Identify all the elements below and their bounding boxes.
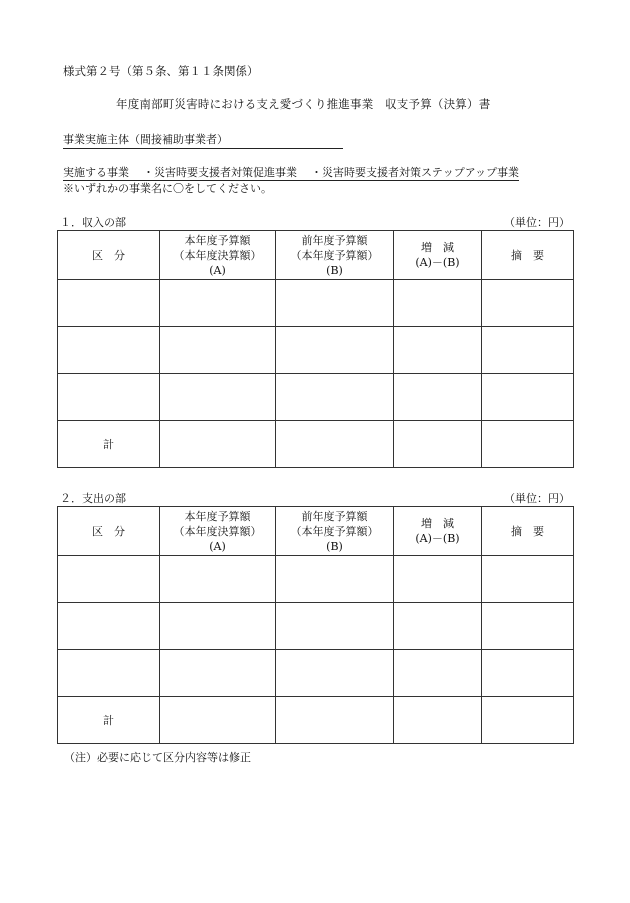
cell[interactable]: [394, 697, 482, 744]
col-diff-line1: 増 減: [421, 517, 454, 530]
total-label: 計: [58, 697, 160, 744]
col-current-line3: (A): [209, 263, 226, 277]
col-prior-line3: (B): [326, 263, 343, 277]
project-option-stepup[interactable]: ・災害時要支援者対策ステップアップ事業: [311, 166, 520, 179]
cell[interactable]: [394, 280, 482, 327]
cell[interactable]: [276, 697, 394, 744]
col-diff-line2: (A)－(B): [415, 532, 460, 545]
expense-heading: ２．支出の部: [60, 492, 126, 505]
cell[interactable]: [482, 650, 574, 697]
cell[interactable]: [482, 603, 574, 650]
table-row: [58, 556, 574, 603]
cell[interactable]: [58, 374, 160, 421]
col-remarks-label: 摘 要: [511, 524, 544, 538]
col-prior-line1: 前年度予算額: [301, 233, 368, 247]
col-remarks: [482, 231, 574, 280]
col-prior-line1: 前年度予算額: [301, 509, 368, 523]
cell[interactable]: [276, 650, 394, 697]
cell[interactable]: [394, 327, 482, 374]
col-remarks: [482, 507, 574, 556]
project-label: 実施する事業: [63, 166, 129, 179]
cell[interactable]: [160, 421, 276, 468]
form-number: 様式第２号（第５条、第１１条関係）: [63, 64, 259, 78]
cell[interactable]: [276, 327, 394, 374]
table-header-row: [58, 231, 574, 280]
col-current-line1: 本年度予算額: [184, 233, 251, 247]
cell[interactable]: [160, 697, 276, 744]
col-prior: [276, 231, 394, 280]
col-current: [160, 507, 276, 556]
cell[interactable]: [482, 327, 574, 374]
col-remarks-label: 摘 要: [511, 248, 544, 262]
cell[interactable]: [160, 603, 276, 650]
income-unit: （単位：円）: [504, 216, 570, 229]
col-prior-line2: （本年度予算額）: [290, 248, 379, 262]
selection-note: ※いずれかの事業名に〇をしてください。: [63, 182, 272, 195]
cell[interactable]: [160, 280, 276, 327]
cell[interactable]: [160, 650, 276, 697]
cell[interactable]: [276, 421, 394, 468]
cell[interactable]: [482, 280, 574, 327]
table-header-row: [58, 507, 574, 556]
cell[interactable]: [160, 327, 276, 374]
cell[interactable]: [482, 697, 574, 744]
cell[interactable]: [276, 556, 394, 603]
col-prior: [276, 507, 394, 556]
cell[interactable]: [58, 603, 160, 650]
cell[interactable]: [276, 374, 394, 421]
col-category: [58, 231, 160, 280]
col-current: [160, 231, 276, 280]
cell[interactable]: [394, 650, 482, 697]
cell[interactable]: [276, 603, 394, 650]
col-category-label: 区 分: [92, 248, 125, 262]
cell[interactable]: [482, 556, 574, 603]
col-diff-line2: (A)－(B): [415, 256, 460, 269]
cell[interactable]: [160, 374, 276, 421]
col-current-line3: (A): [209, 539, 226, 553]
cell[interactable]: [58, 650, 160, 697]
project-selection: [63, 164, 519, 181]
expense-table: [57, 506, 574, 744]
total-row: [58, 697, 574, 744]
cell[interactable]: [394, 556, 482, 603]
cell[interactable]: [482, 374, 574, 421]
table-row: [58, 374, 574, 421]
income-table: [57, 230, 574, 468]
col-category-label: 区 分: [92, 524, 125, 538]
cell[interactable]: [160, 556, 276, 603]
cell[interactable]: [394, 374, 482, 421]
table-row: [58, 327, 574, 374]
cell[interactable]: [482, 421, 574, 468]
cell[interactable]: [394, 603, 482, 650]
total-row: [58, 421, 574, 468]
col-current-line1: 本年度予算額: [184, 509, 251, 523]
table-row: [58, 650, 574, 697]
col-diff-line1: 増 減: [421, 241, 454, 254]
col-current-line2: （本年度決算額）: [173, 248, 262, 262]
table-row: [58, 603, 574, 650]
col-diff: [394, 507, 482, 556]
col-prior-line3: (B): [326, 539, 343, 553]
cell[interactable]: [58, 327, 160, 374]
entity-field[interactable]: [63, 131, 343, 149]
col-current-line2: （本年度決算額）: [173, 524, 262, 538]
entity-label: 事業実施主体（間接補助事業者）: [63, 133, 228, 146]
cell[interactable]: [58, 556, 160, 603]
expense-unit: （単位：円）: [504, 492, 570, 505]
table-row: [58, 280, 574, 327]
col-prior-line2: （本年度予算額）: [290, 524, 379, 538]
document-title: 年度南部町災害時における支え愛づくり推進事業 収支予算（決算）書: [116, 97, 491, 111]
cell[interactable]: [58, 280, 160, 327]
col-category: [58, 507, 160, 556]
total-label: 計: [58, 421, 160, 468]
col-diff: [394, 231, 482, 280]
cell[interactable]: [394, 421, 482, 468]
income-heading: １．収入の部: [60, 216, 126, 229]
cell[interactable]: [276, 280, 394, 327]
project-option-promotion[interactable]: ・災害時要支援者対策促進事業: [143, 166, 297, 179]
footnote: （注）必要に応じて区分内容等は修正: [64, 751, 251, 764]
